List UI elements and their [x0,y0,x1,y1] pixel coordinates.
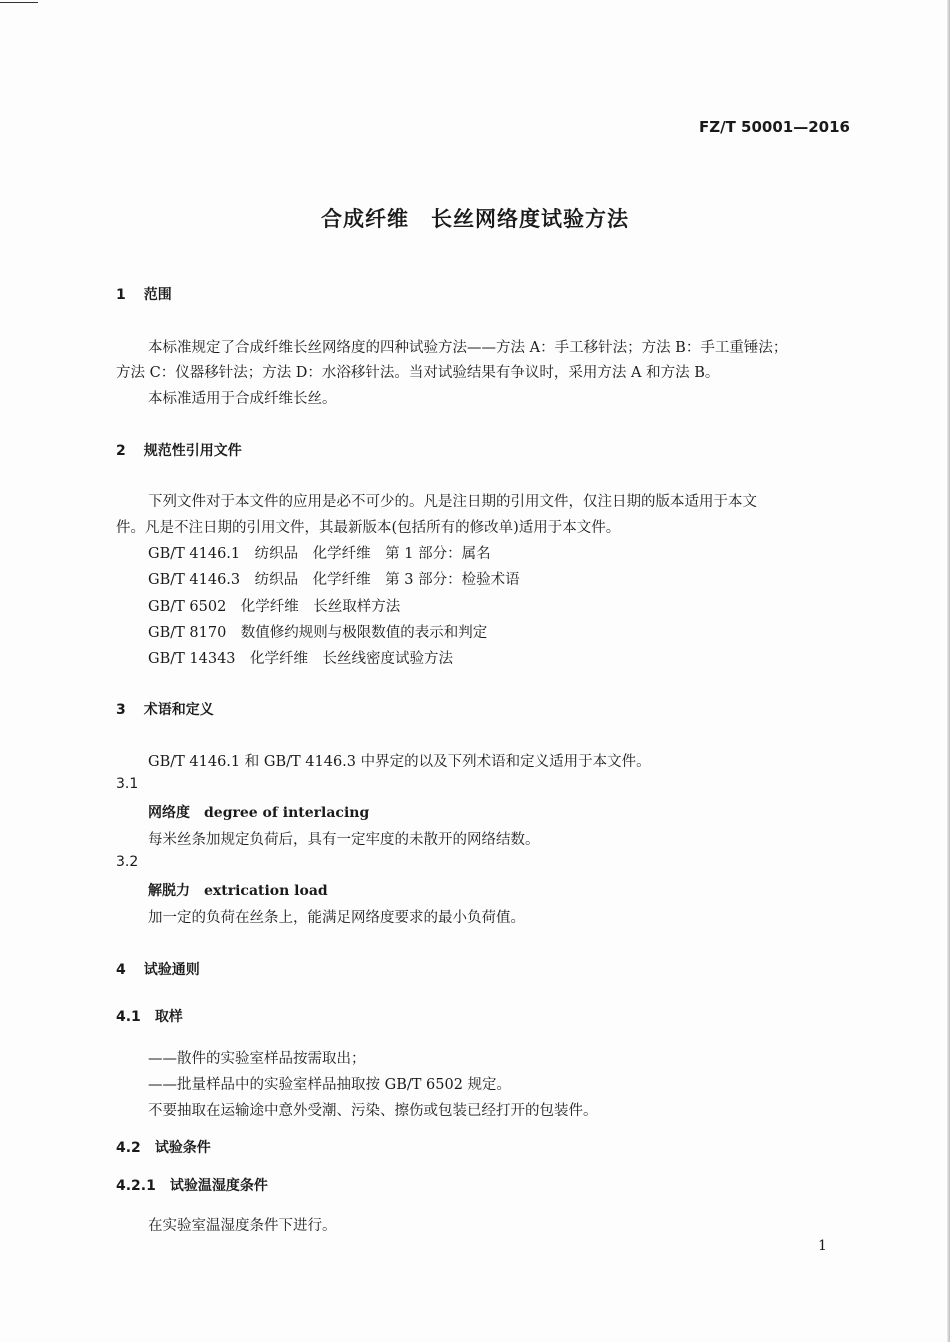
list-item: ——批量样品中的实验室样品抽取按 GB/T 6502 规定。 [148,1077,512,1093]
section-4-2-1-title: 试验温湿度条件 [169,1178,268,1194]
reference-item: GB/T 14343 化学纤维 长丝线密度试验方法 [148,651,454,667]
reference-item: GB/T 4146.3 纺织品 化学纤维 第 3 部分：检验术语 [148,572,520,588]
section-4-2-1-paragraph: 在实验室温湿度条件下进行。 [148,1218,337,1234]
term-3-2-number: 3.2 [116,854,139,870]
reference-item: GB/T 6502 化学纤维 长丝取样方法 [148,599,401,615]
section-1-paragraph-line-2: 方法 C：仪器移针法；方法 D：水浴移针法。当对试验结果有争议时，采用方法 A 和方法 B。 [116,365,720,381]
section-1-number: 1 [116,287,126,303]
section-3-title: 术语和定义 [143,702,214,718]
term-3-1-number: 3.1 [116,776,139,792]
section-4-2-1-heading [116,1175,268,1195]
section-4-1-note: 不要抽取在运输途中意外受潮、污染、擦伤或包装已经打开的包装件。 [148,1103,598,1119]
page-number: 1 [818,1238,827,1254]
section-4-2-1-number: 4.2.1 [116,1178,156,1194]
section-1-scope-paragraph: 本标准适用于合成纤维长丝。 [148,391,337,407]
document-title: 合成纤维 长丝网络度试验方法 [321,207,629,231]
section-4-heading [116,959,200,979]
section-2-number: 2 [116,443,126,459]
list-item: ——散件的实验室样品按需取出； [148,1051,366,1067]
section-4-number: 4 [116,962,126,978]
term-3-2-name: 解脱力 extrication load [148,883,328,899]
section-2-paragraph-line-1: 下列文件对于本文件的应用是必不可少的。凡是注日期的引用文件，仅注日期的版本适用于本文 [148,494,757,510]
term-3-1-definition: 每米丝条加规定负荷后，具有一定牢度的未散开的网络结数。 [148,832,540,848]
section-4-2-number: 4.2 [116,1140,141,1156]
section-4-title: 试验通则 [143,962,200,978]
section-2-heading [116,440,242,460]
section-3-number: 3 [116,702,126,718]
section-1-paragraph-line-1: 本标准规定了合成纤维长丝网络度的四种试验方法——方法 A：手工移针法；方法 B：手工重锤法； [148,340,788,356]
section-2-title: 规范性引用文件 [143,443,242,459]
top-rule [0,2,38,3]
section-4-2-title: 试验条件 [154,1140,211,1156]
reference-item: GB/T 8170 数值修约规则与极限数值的表示和判定 [148,625,488,641]
section-2-paragraph-line-2: 件。凡是不注日期的引用文件，其最新版本(包括所有的修改单)适用于本文件。 [116,520,621,536]
section-4-1-title: 取样 [154,1009,183,1025]
section-4-1-number: 4.1 [116,1009,141,1025]
section-1-heading [116,284,172,304]
term-3-2-definition: 加一定的负荷在丝条上，能满足网络度要求的最小负荷值。 [148,910,525,926]
section-3-heading [116,699,214,719]
reference-item: GB/T 4146.1 纺织品 化学纤维 第 1 部分：属名 [148,546,491,562]
standard-code: FZ/T 50001—2016 [699,118,850,136]
section-4-1-heading [116,1006,183,1026]
section-1-title: 范围 [143,287,172,303]
term-3-1-name: 网络度 degree of interlacing [148,805,370,821]
section-4-2-heading [116,1137,211,1157]
section-3-intro: GB/T 4146.1 和 GB/T 4146.3 中界定的以及下列术语和定义适用于本文件。 [148,754,651,770]
